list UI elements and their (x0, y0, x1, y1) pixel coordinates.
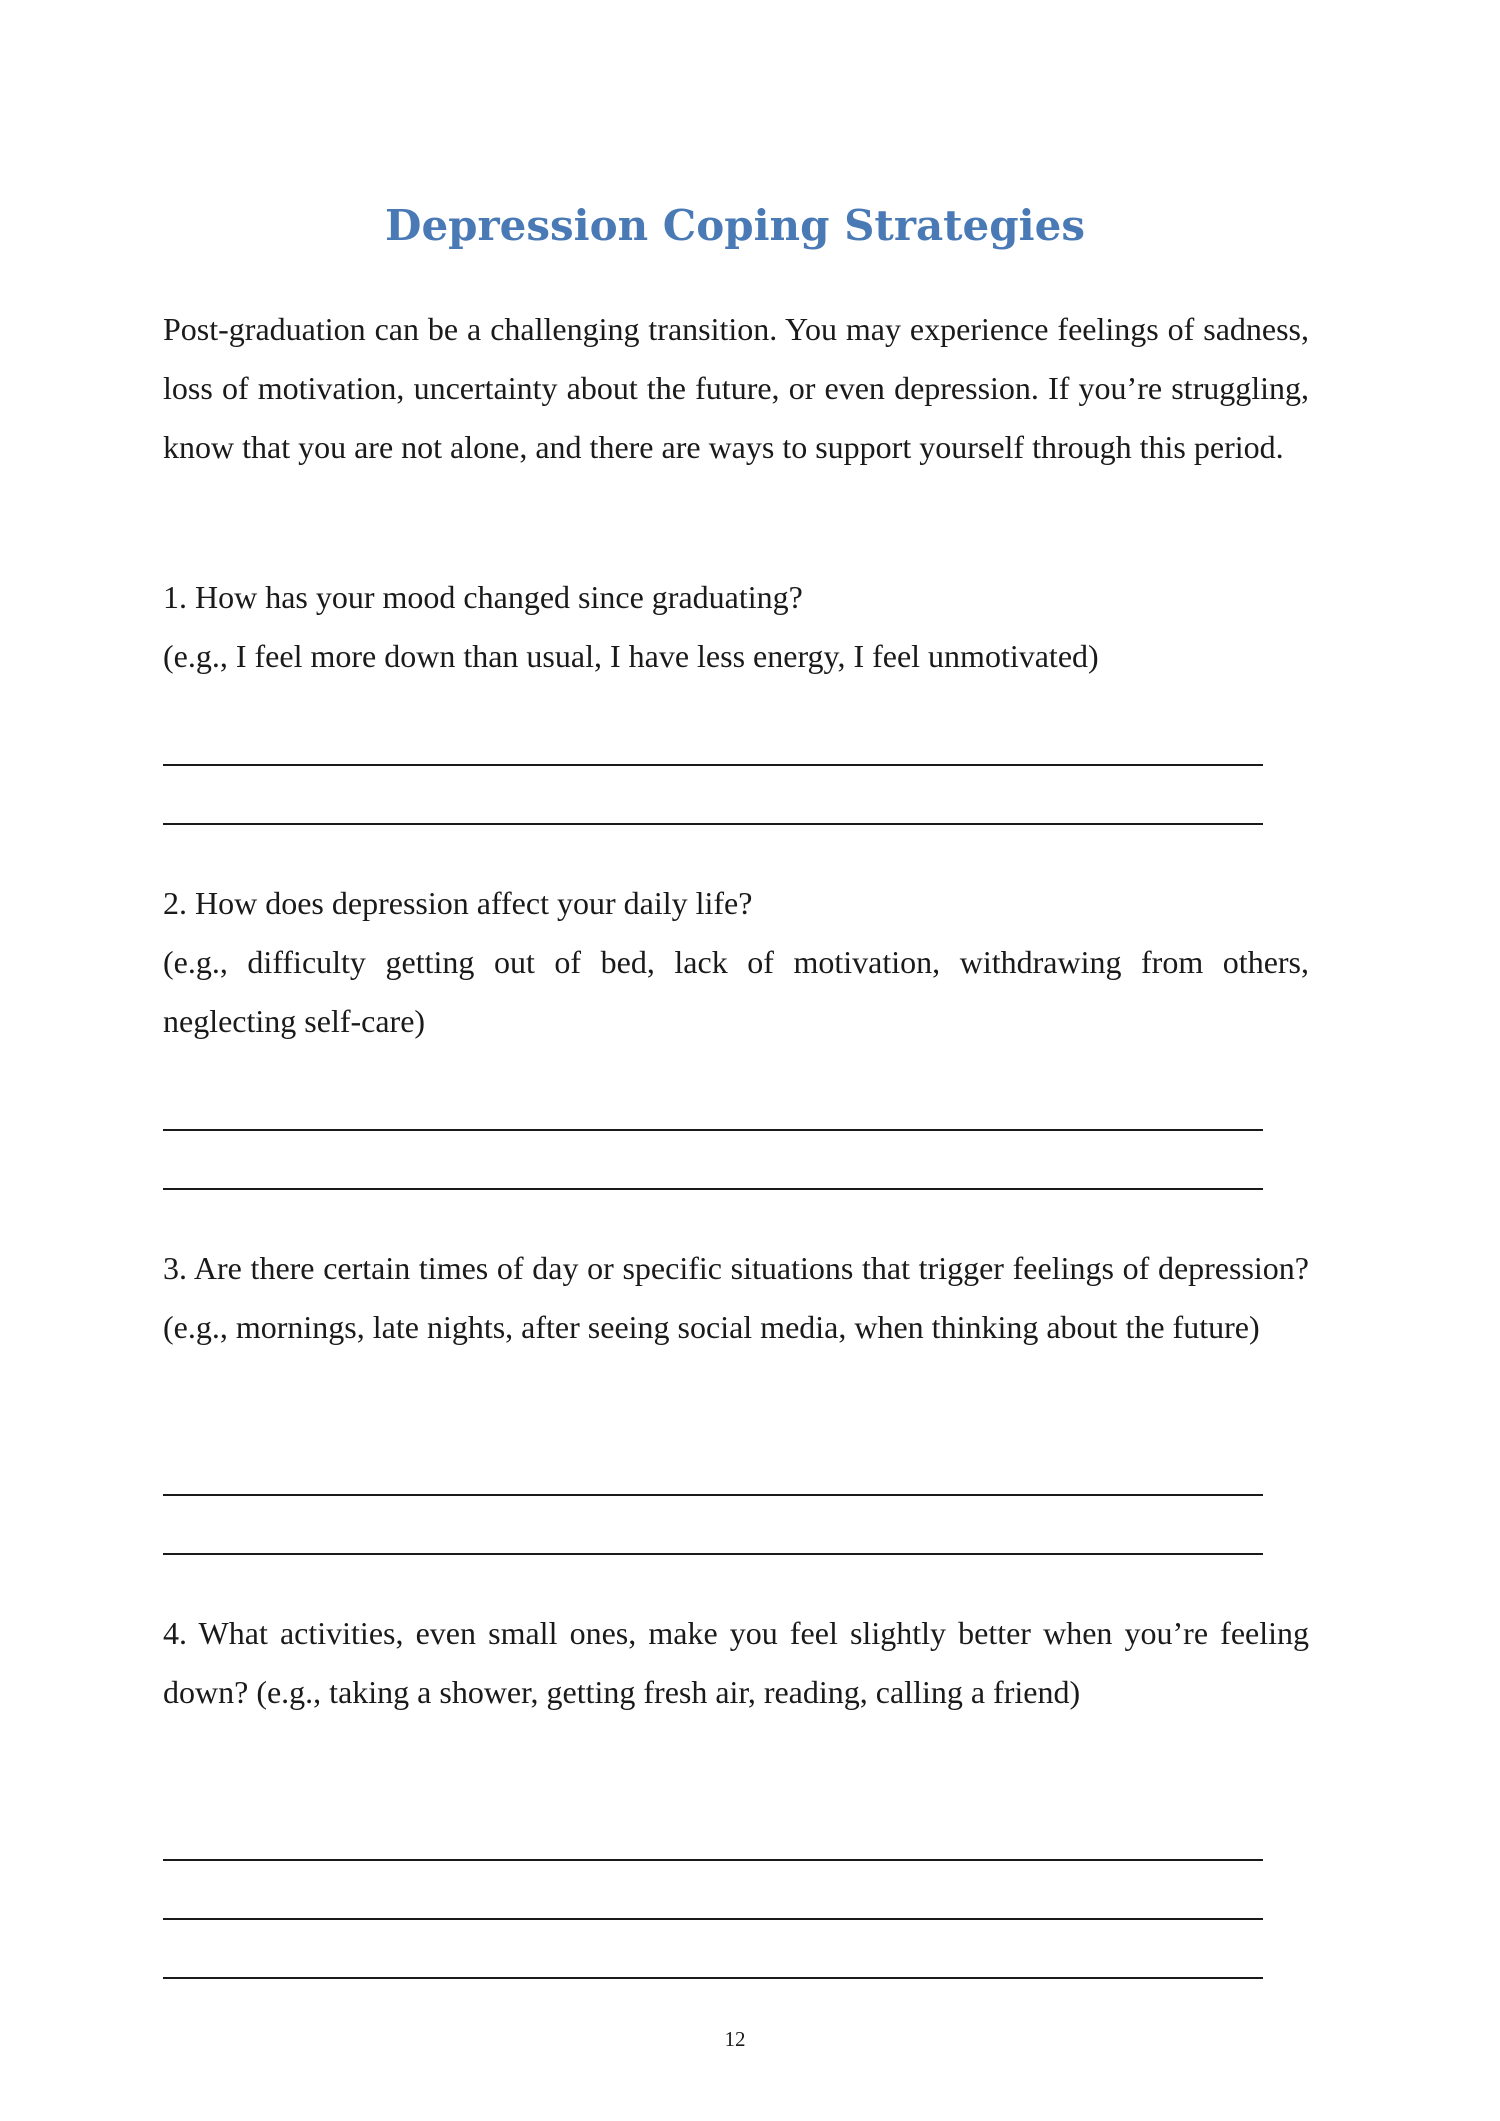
question-1 (163, 568, 1309, 686)
answer-line-3a[interactable] (163, 1494, 1263, 1496)
answer-line-2b[interactable] (163, 1188, 1263, 1190)
question-2-text: 2. How does depression affect your daily life? (163, 885, 753, 921)
page-number: 12 (724, 2027, 746, 2051)
answer-line-2a[interactable] (163, 1129, 1263, 1131)
question-4-text: 4. What activities, even small ones, make you feel slightly better when you’re feeling down? (e.g., taking a shower, getting fresh air, reading, calling a friend) (163, 1615, 1309, 1710)
page-title: Depression Coping Strategies (385, 201, 1085, 250)
question-1-text: 1. How has your mood changed since graduating? (163, 579, 803, 615)
answer-line-4c[interactable] (163, 1977, 1263, 1979)
answer-line-1a[interactable] (163, 764, 1263, 766)
answer-line-3b[interactable] (163, 1553, 1263, 1555)
answer-line-4a[interactable] (163, 1859, 1263, 1861)
question-3-text: 3. Are there certain times of day or specific situations that trigger feelings of depression? (e.g., mornings, late nights, after seeing social media, when thinking about the future) (163, 1250, 1309, 1345)
question-2 (163, 874, 1309, 1051)
question-1-hint: (e.g., I feel more down than usual, I have less energy, I feel unmotivated) (163, 638, 1099, 674)
answer-line-4b[interactable] (163, 1918, 1263, 1920)
question-2-hint: (e.g., difficulty getting out of bed, lack of motivation, withdrawing from others, neglecting self-care) (163, 944, 1309, 1039)
answer-line-1b[interactable] (163, 823, 1263, 825)
intro-paragraph: Post-graduation can be a challenging transition. You may experience feelings of sadness, loss of motivation, uncertainty about the future, or even depression. If you’re struggling, know that you are not alone, and there are ways to support yourself through this period. (163, 311, 1309, 465)
